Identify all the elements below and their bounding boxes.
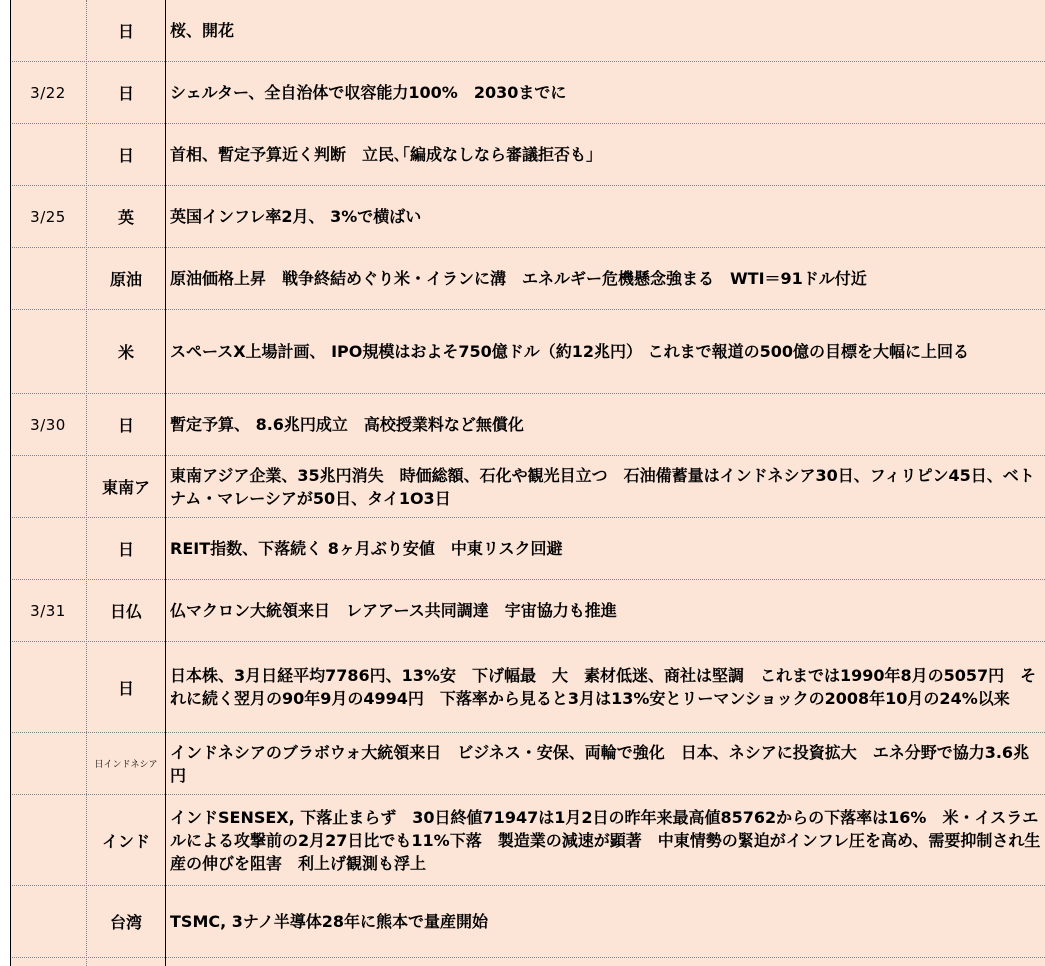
region-cell: 原油 bbox=[109, 270, 142, 289]
headline-cell bbox=[170, 958, 1042, 966]
headline-text: 桜、開花 bbox=[170, 21, 235, 40]
region-cell: 東南ア bbox=[101, 478, 150, 497]
region-cell: 日 bbox=[117, 146, 134, 165]
table-left-border bbox=[10, 0, 11, 966]
date-cell bbox=[10, 124, 86, 185]
date-cell: 3/30 bbox=[30, 415, 66, 434]
headline-cell bbox=[170, 248, 1042, 309]
date-cell bbox=[10, 248, 86, 309]
region-cell: 日インドネシア bbox=[94, 760, 158, 770]
region-cell: 日仏 bbox=[109, 602, 142, 621]
date-cell: 3/25 bbox=[30, 207, 66, 226]
headline-cell bbox=[170, 0, 1042, 61]
date-cell bbox=[10, 518, 86, 579]
region-cell: 英 bbox=[117, 208, 134, 227]
region-cell: 台湾 bbox=[109, 913, 142, 932]
region-cell: 米 bbox=[117, 343, 134, 362]
headline-text: REIT指数、下落続く 8ヶ月ぶり安値 中東リスク回避 bbox=[170, 539, 563, 558]
date-cell bbox=[10, 795, 86, 885]
date-cell: 3/22 bbox=[30, 83, 66, 102]
headline-cell bbox=[170, 580, 1042, 641]
headline-cell bbox=[170, 456, 1042, 517]
headline-text: 暫定予算、 8.6兆円成立 高校授業料など無償化 bbox=[170, 415, 524, 434]
date-cell bbox=[10, 310, 86, 393]
region-cell: 日 bbox=[117, 84, 134, 103]
headline-cell bbox=[170, 62, 1042, 123]
headline-text: 英国インフレ率2月、 3%で横ばい bbox=[170, 207, 422, 226]
headline-text: インドネシアのブラボウォ大統領来日 ビジネス・安保、両輪で強化 日本、ネシアに投資拡大 エネ分野で協力3.6兆円 bbox=[170, 742, 1030, 785]
headline-text: 仏マクロン大統領来日 レアアース共同調達 宇宙協力も推進 bbox=[170, 601, 617, 620]
region-cell bbox=[86, 958, 166, 966]
date-cell bbox=[10, 958, 86, 966]
date-cell bbox=[10, 456, 86, 517]
date-column-divider bbox=[86, 0, 87, 966]
headline-text: シェルター、全自治体で収容能力100% 2030までに bbox=[170, 83, 567, 102]
region-cell: 日 bbox=[117, 540, 134, 559]
date-cell bbox=[10, 733, 86, 794]
date-cell: 3/31 bbox=[30, 601, 66, 620]
date-cell bbox=[10, 886, 86, 957]
headline-cell bbox=[170, 394, 1042, 455]
region-column-divider bbox=[165, 0, 166, 966]
headline-text: 原油価格上昇 戦争終結めぐり米・イランに溝 エネルギー危機懸念強まる WTI＝91ドル付近 bbox=[170, 269, 867, 288]
headline-cell bbox=[170, 186, 1042, 247]
headline-text: 東南アジア企業、35兆円消失 時価総額、石化や観光目立つ 石油備蓄量はインドネシア30日、フィリピン45日、ベトナム・マレーシアが50日、タイ1O3日 bbox=[170, 465, 1035, 508]
headline-cell bbox=[170, 733, 1042, 794]
headline-text: スペースX上場計画、 IPO規模はおよそ750億ドル（約12兆円） これまで報道の500億の目標を大幅に上回る bbox=[170, 342, 970, 361]
region-cell: 日 bbox=[117, 678, 134, 698]
date-cell bbox=[10, 642, 86, 732]
headline-cell bbox=[170, 310, 1042, 393]
news-table bbox=[10, 0, 1045, 966]
region-cell: 日 bbox=[117, 22, 134, 41]
headline-text: 首相、暫定予算近く判断 立民､｢編成なしなら審議拒否も｣ bbox=[170, 145, 595, 164]
region-cell: 日 bbox=[117, 416, 134, 435]
date-cell bbox=[10, 0, 86, 61]
region-cell: インド bbox=[101, 831, 150, 851]
headline-text: インドSENSEX, 下落止まらず 30日終値71947は1月2日の昨年来最高値85762からの下落率は16% 米・イスラエルによる攻撃前の2月27日比でも11%下落 製造業の減速が顕著 中東情勢の緊迫がインフレ圧を高め、需要抑制され生産の伸びを阻害 利上げ観測も浮上 bbox=[170, 807, 1041, 873]
headline-cell bbox=[170, 518, 1042, 579]
headline-cell bbox=[170, 124, 1042, 185]
headline-cell bbox=[170, 642, 1042, 732]
headline-cell bbox=[170, 795, 1042, 885]
headline-text: TSMC, 3ナノ半導体28年に熊本で量産開始 bbox=[170, 912, 489, 931]
headline-text: 日本株、3月日経平均7786円、13%安 下げ幅最 大 素材低迷、商社は堅調 これまでは1990年8月の5057円 それに続く翌月の90年9月の4994円 下落率から見ると3月は13%安とリーマンショックの2008年10月の24%以来 bbox=[170, 666, 1037, 708]
headline-cell bbox=[170, 886, 1042, 957]
